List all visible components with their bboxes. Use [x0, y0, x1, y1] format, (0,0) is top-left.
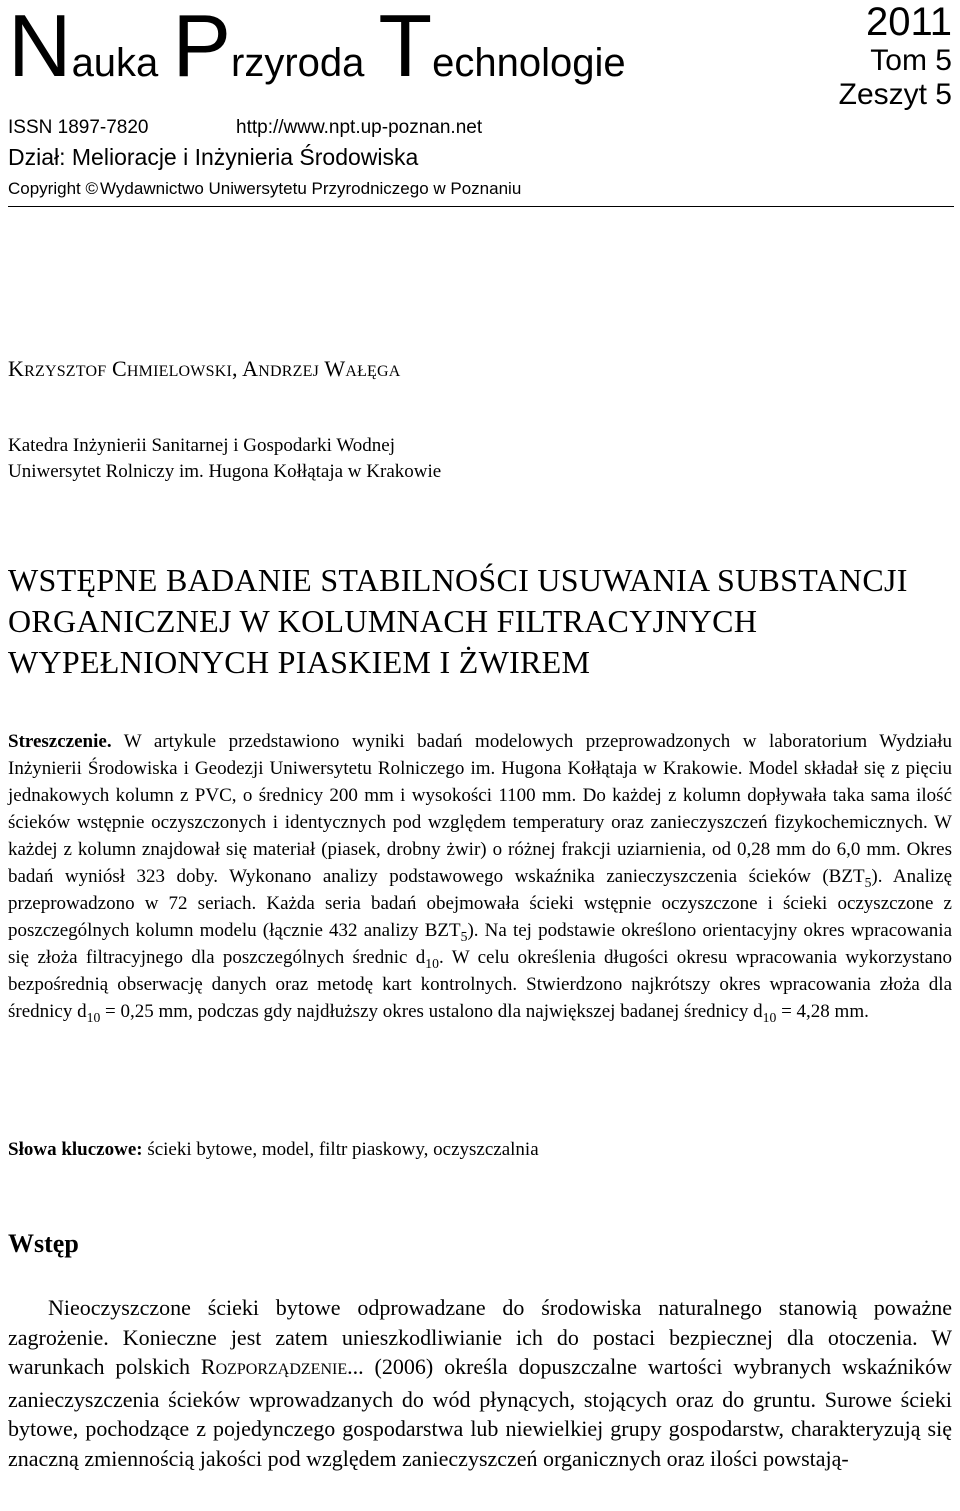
copyright-icon: © — [85, 179, 99, 198]
author-1: KRZYSZTOF CHMIELOWSKI — [8, 356, 232, 381]
issn: ISSN 1897-7820 — [8, 117, 149, 138]
keywords-text: ścieki bytowe, model, filtr piaskowy, oczyszczalnia — [142, 1139, 539, 1160]
section-heading: Wstęp — [8, 1229, 79, 1258]
authors: KRZYSZTOF CHMIELOWSKI, ANDRZEJ WAŁĘGA — [8, 356, 401, 381]
department: Dział: Melioracje i Inżynieria Środowiska — [8, 144, 419, 170]
abstract-label: Streszczenie. — [8, 731, 112, 752]
copyright-publisher: Wydawnictwo Uniwersytetu Przyrodniczego w Poznaniu — [100, 179, 522, 198]
keywords — [8, 1137, 952, 1163]
journal-title — [8, 2, 640, 94]
affiliation — [8, 433, 441, 485]
header-divider — [8, 206, 954, 207]
journal-title-word-3: Technologie — [378, 0, 626, 95]
issue-year: 2011 — [865, 0, 952, 44]
journal-url[interactable]: http://www.npt.up-poznan.net — [236, 117, 483, 138]
paragraph: Nieoczyszczone ścieki bytowe odprowadzane do środowiska naturalnego stanowią poważne zagrożenie. Konieczne jest zatem unieszkodliwianie ich do postaci bezpiecznej dla otoczenia. W warunkach polskich ROZPORZĄDZENIE... (2006) określa dopuszczalne wartości wybranych wskaźników zanieczyszczenia ścieków wprowadzanych do wód płynących, stojących oraz do gruntu. Surowe ścieki bytowe, pochodzące z pojedynczego gospodarstwa lub niewielkiej grupy gospodarstw, charakteryzują się znaczną zmiennością jakości pod względem zanieczyszczeń organicznych oraz ilości powstają- — [8, 1295, 952, 1471]
copyright-label: Copyright — [8, 179, 81, 198]
paper-title: WSTĘPNE BADANIE STABILNOŚCI USUWANIA SUBSTANCJI ORGANICZNEJ W KOLUMNACH FILTRACYJNYCH WYPEŁNIONYCH PIASKIEM I ŻWIREM — [8, 562, 908, 680]
abstract: Streszczenie. W artykule przedstawiono wyniki badań modelowych przeprowadzonych w laboratorium Wydziału Inżynierii Środowiska i Geodezji Uniwersytetu Rolniczego im. Hugona Kołłątaja w Krakowie. Model składał się z pięciu jednakowych kolumn z PVC, o średnicy 200 mm i wysokości 1100 mm. Do każdej z kolumn dopływała taka sama ilość ścieków wstępnie oczyszczonych i identycznych pod względem temperatury oraz zanieczyszczeń fizykochemicznych. W każdej z kolumn znajdował się materiał (piasek, drobny żwir) o różnej frakcji uziarnienia, od 0,28 mm do 6,0 mm. Okres badań wyniósł 323 doby. Wykonano analizy podstawowego wskaźnika zanieczyszczenia ścieków $(BZT_5)$. Analizę przeprowadzono w 72 seriach. Każda seria badań obejmowała ścieki wstępnie oczyszczone i ścieki oczyszczone z poszczególnych kolumn modelu (łącznie 432 analizy $BZT_5$). Na tej podstawie określono orientacyjny okres wpracowania się złoża filtracyjnego dla poszczególnych średnic $d_{10}$. W celu określenia długości okresu wpracowania wykorzystano bezpośrednią obserwację danych oraz metodę kart kontrolnych. Stwierdzono najkrótszy okres wpracowania złoża dla średnicy $d_{10} = 0,25$ mm, podczas gdy najdłuższy okres ustalono dla największej badanej średnicy $d_{10} = 4,28$ mm. — [8, 731, 953, 1025]
copyright-line — [8, 180, 521, 197]
affiliation-line-2: Uniwersytet Rolniczy im. Hugona Kołłątaja w Krakowie — [8, 461, 442, 482]
author-2: ANDRZEJ WAŁĘGA — [242, 356, 401, 381]
issue-number: Zeszyt 5 — [838, 78, 952, 111]
issue-info — [839, 2, 952, 110]
journal-title-word-2: Przyroda — [172, 0, 365, 95]
section-body — [8, 1293, 952, 1474]
affiliation-line-1: Katedra Inżynierii Sanitarnej i Gospodarki Wodnej — [8, 435, 395, 456]
issue-volume: Tom 5 — [870, 44, 952, 77]
keywords-label: Słowa kluczowe: — [8, 1139, 143, 1160]
journal-title-word-1: Nauka — [8, 0, 159, 95]
